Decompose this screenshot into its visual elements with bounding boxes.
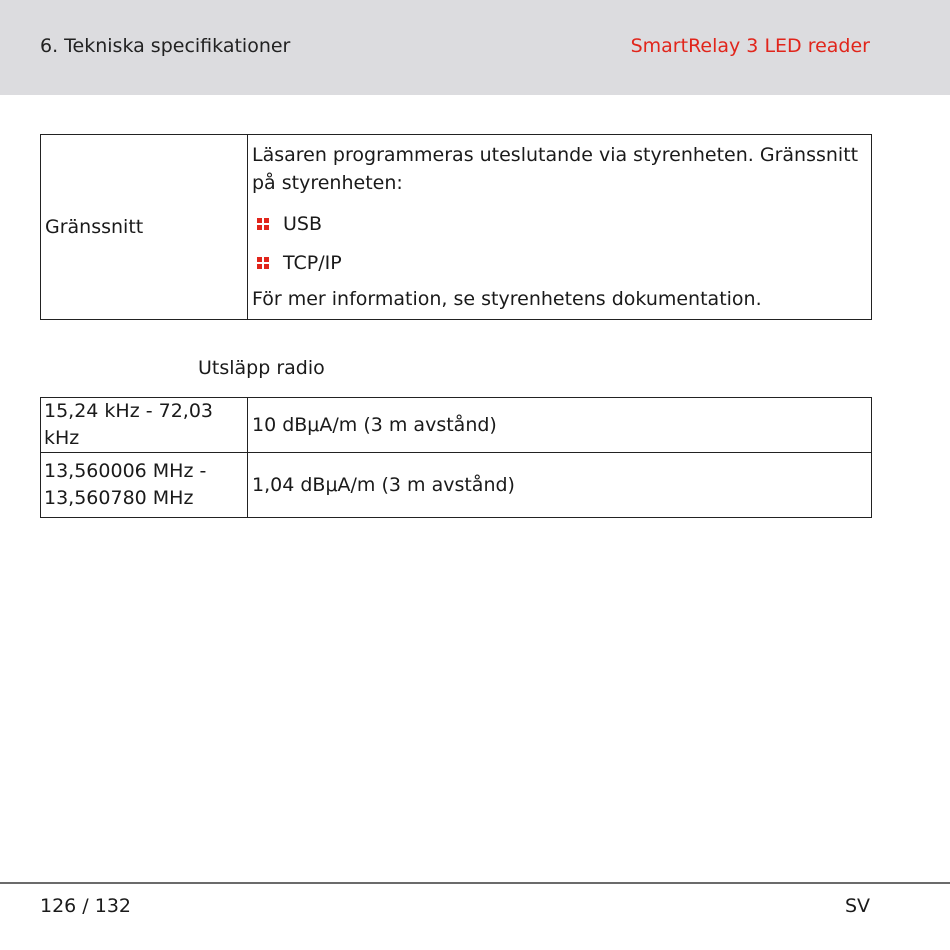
- four-square-bullet-icon: [257, 218, 269, 230]
- section-title-header: 6. Tekniska specifikationer: [40, 35, 291, 57]
- bullet-label: TCP/IP: [283, 251, 342, 274]
- table-row: [41, 398, 872, 453]
- spec-content: [248, 135, 872, 320]
- emission-value-cell: 1,04 dBμA/m (3 m avstånd): [248, 453, 872, 518]
- footer-divider: [0, 882, 950, 884]
- interface-spec-table: [40, 134, 872, 320]
- language-code: SV: [844, 895, 870, 917]
- four-square-bullet-icon: [257, 257, 269, 269]
- frequency-cell: 13,560006 MHz - 13,560780 MHz: [41, 453, 248, 518]
- radio-section-title: Utsläpp radio: [198, 357, 325, 379]
- spec-intro: Läsaren programmeras uteslutande via styrenheten. Gränssnitt på styrenheten:: [252, 143, 859, 194]
- product-name: SmartRelay 3 LED reader: [630, 35, 870, 57]
- table-row: [41, 453, 872, 518]
- table-row: [41, 135, 872, 320]
- radio-emission-table: [40, 397, 872, 518]
- page-number: 126 / 132: [40, 895, 132, 917]
- page-header: [0, 0, 950, 95]
- emission-value-cell: 10 dBμA/m (3 m avstånd): [248, 398, 872, 453]
- spec-outro: För mer information, se styrenhetens dokumentation.: [252, 287, 762, 310]
- frequency-cell: 15,24 kHz - 72,03 kHz: [41, 398, 248, 453]
- bullet-label: USB: [283, 212, 323, 235]
- list-item: [252, 205, 867, 244]
- list-item: [252, 244, 867, 283]
- spec-label: Gränssnitt: [41, 135, 248, 320]
